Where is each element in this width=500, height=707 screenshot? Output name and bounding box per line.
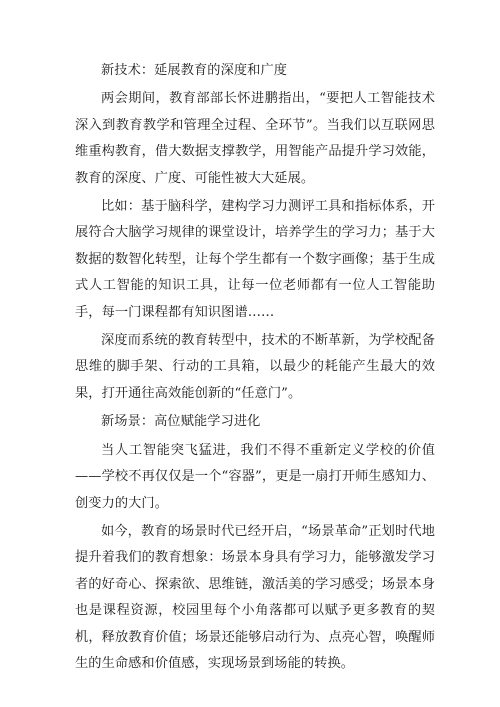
paragraph: 两会期间，教育部部长怀进鹏指出，“要把人工智能技术深入到教育教学和管理全过程、全环节”。当我们以互联网思维重构教育，借大数据支撑教学，用智能产品提升学习效能，教育的深度、广度、可能性被大大延展。 xyxy=(75,91,435,186)
paragraph: 比如：基于脑科学，建构学习力测评工具和指标体系，开展符合大脑学习规律的课堂设计，培养学生的学习力；基于大数据的数智化转型，让每个学生都有一个数字画像；基于生成式人工智能的知识工具，让每一位老师都有一位人工智能助手，每一门课程都有知识图谱…… xyxy=(75,199,435,320)
section-heading-new-scenario: 新场景：高位赋能学习进化 xyxy=(101,414,261,430)
document-page xyxy=(75,58,435,679)
paragraph: 当人工智能突飞猛进，我们不得不重新定义学校的价值——学校不再仅仅是一个“容器”，更是一扇打开师生感知力、创变力的大门。 xyxy=(75,442,435,511)
section-heading-new-technology: 新技术：延展教育的深度和广度 xyxy=(101,63,288,78)
paragraph: 深度而系统的教育转型中，技术的不断革新，为学校配备思维的脚手架、行动的工具箱，以最少的耗能产生最大的效果，打开通往高效能创新的“任意门”。 xyxy=(75,333,435,401)
paragraph: 如今，教育的场景时代已经开启，“场景革命”正划时代地提升着我们的教育想象：场景本身具有学习力，能够激发学习者的好奇心、探索欲、思维链，激活美的学习感受；场景本身也是课程资源，校园里每个小角落都可以赋予更多教育的契机，释放教育价值；场景还能够启动行为、点亮心智，唤醒师生的生命感和价值感，实现场景到场能的转换。 xyxy=(75,523,435,671)
